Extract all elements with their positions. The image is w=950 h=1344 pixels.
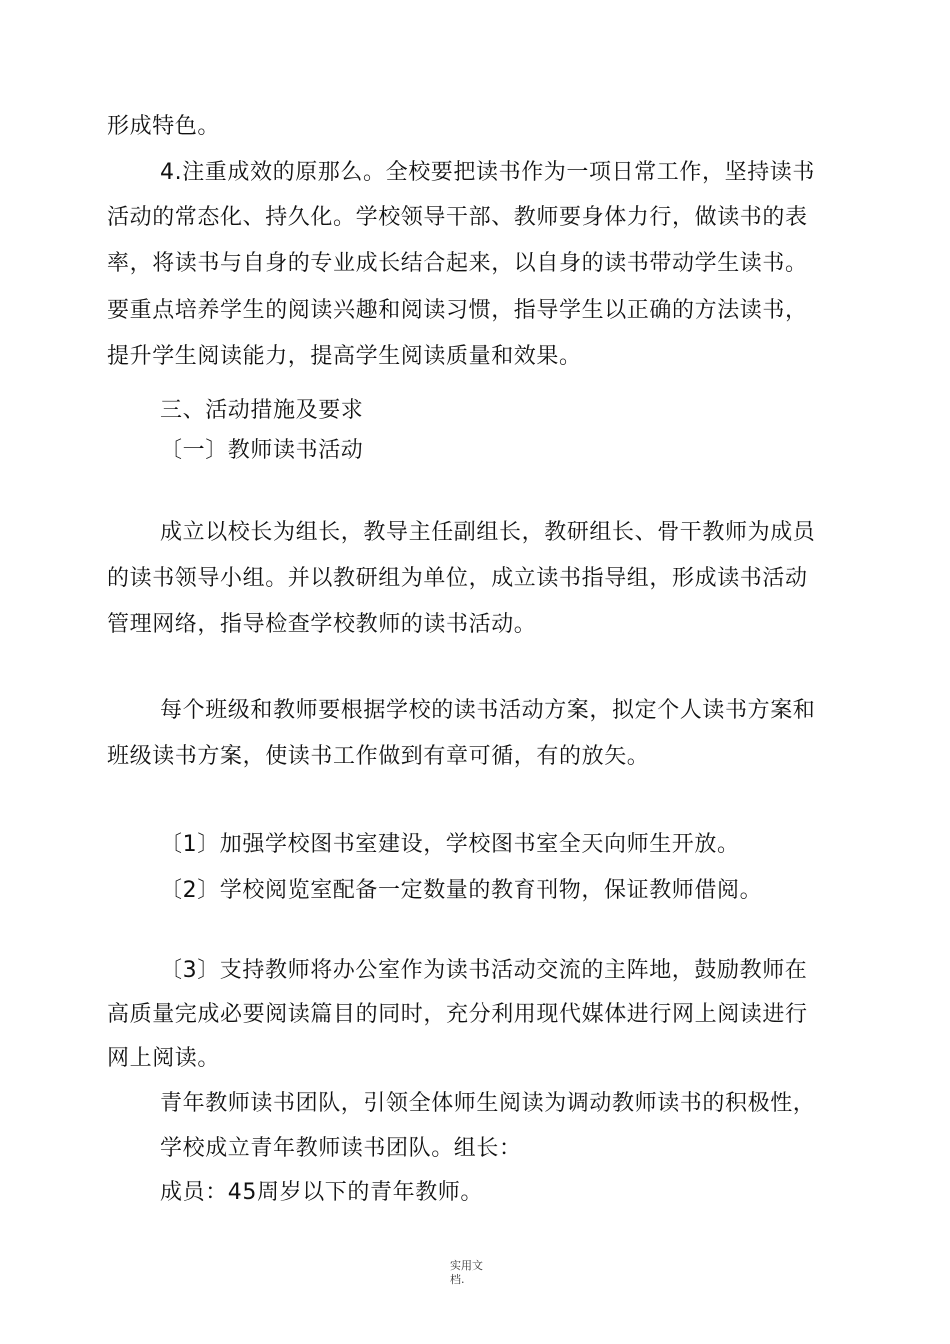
text-line: 形成特色。 (107, 114, 221, 139)
text-line: 4.注重成效的原那么。全校要把读书作为一项日常工作，坚持读书 (160, 160, 815, 185)
text-line: 每个班级和教师要根据学校的读书活动方案，拟定个人读书方案和 (160, 698, 816, 723)
list-item: 〔3〕支持教师将办公室作为读书活动交流的主阵地，鼓励教师在 (160, 958, 808, 983)
text-line: 成立以校长为组长，教导主任副组长，教研组长、骨干教师为成员 (160, 520, 816, 545)
text-line: 班级读书方案，使读书工作做到有章可循，有的放矢。 (107, 744, 650, 769)
page-footer-line: 实用文 (450, 1259, 483, 1272)
text-line: 活动的常态化、持久化。学校领导干部、教师要身体力行，做读书的表 (107, 205, 808, 230)
text-line: 率，将读书与自身的专业成长结合起来，以自身的读书带动学生读书。 (107, 251, 808, 276)
text-line: 的读书领导小组。并以教研组为单位，成立读书指导组，形成读书活动 (107, 566, 808, 591)
text-line: 要重点培养学生的阅读兴趣和阅读习惯，指导学生以正确的方法读书， (107, 298, 808, 323)
list-item: 〔1〕加强学校图书室建设，学校图书室全天向师生开放。 (160, 832, 740, 857)
subsection-heading: 〔一〕教师读书活动 (160, 438, 364, 463)
text-line: 管理网络，指导检查学校教师的读书活动。 (107, 612, 537, 637)
text-line: 学校成立青年教师读书团队。组长： (160, 1136, 522, 1161)
section-heading: 三、活动措施及要求 (160, 398, 364, 423)
text-line: 高质量完成必要阅读篇目的同时，充分利用现代媒体进行网上阅读进行 (107, 1002, 808, 1027)
page-footer-line: 档. (450, 1273, 465, 1286)
text-line: 提升学生阅读能力，提高学生阅读质量和效果。 (107, 344, 582, 369)
text-line: 青年教师读书团队，引领全体师生阅读为调动教师读书的积极性， (160, 1091, 816, 1116)
list-item: 〔2〕学校阅览室配备一定数量的教育刊物，保证教师借阅。 (160, 878, 763, 903)
text-line: 网上阅读。 (107, 1046, 221, 1071)
text-line: 成员：45周岁以下的青年教师。 (160, 1180, 483, 1205)
